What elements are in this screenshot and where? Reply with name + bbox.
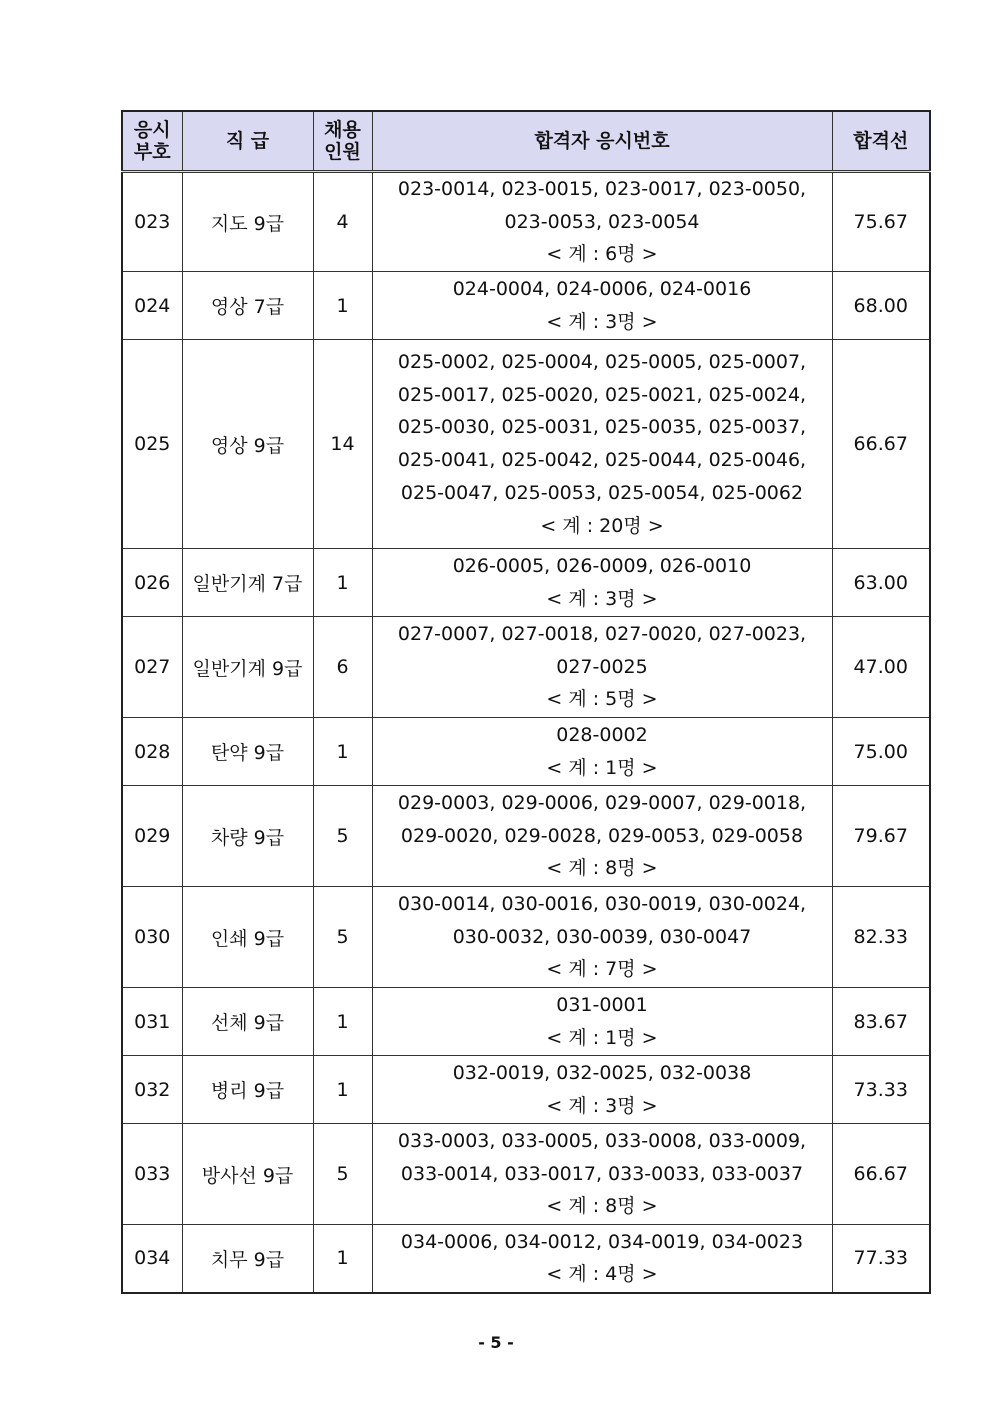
row-cutoff: 66.67 — [832, 1124, 930, 1225]
row-cutoff: 73.33 — [832, 1056, 930, 1124]
row-grade: 인쇄 9급 — [182, 887, 313, 988]
row-total: < 계 : 5명 > — [546, 688, 658, 711]
row-code: 026 — [122, 549, 182, 617]
header-cutoff: 합격선 — [832, 111, 930, 172]
table-row — [122, 718, 930, 786]
row-grade: 일반기계 9급 — [182, 617, 313, 718]
row-total: < 계 : 3명 > — [546, 1094, 658, 1117]
applicant-number-line: 026-0005, 026-0009, 026-0010 — [452, 554, 752, 577]
applicant-number-line: 031-0001 — [556, 993, 648, 1016]
table-row — [122, 1124, 930, 1225]
row-hires: 1 — [313, 549, 372, 617]
row-cutoff: 66.67 — [832, 340, 930, 549]
row-applicant-numbers — [372, 1056, 832, 1124]
table-row — [122, 272, 930, 340]
applicant-number-line: 025-0030, 025-0031, 025-0035, 025-0037, — [397, 416, 807, 439]
results-table — [121, 110, 931, 1294]
row-hires: 1 — [313, 1056, 372, 1124]
row-code: 023 — [122, 172, 182, 272]
row-code: 033 — [122, 1124, 182, 1225]
row-applicant-numbers — [372, 272, 832, 340]
row-hires: 5 — [313, 1124, 372, 1225]
row-code: 032 — [122, 1056, 182, 1124]
row-hires: 1 — [313, 272, 372, 340]
row-hires: 4 — [313, 172, 372, 272]
row-grade: 영상 9급 — [182, 340, 313, 549]
table-row — [122, 617, 930, 718]
row-total: < 계 : 4명 > — [546, 1263, 658, 1286]
row-total: < 계 : 1명 > — [546, 1026, 658, 1049]
header-row — [122, 111, 930, 172]
row-cutoff: 63.00 — [832, 549, 930, 617]
table-row — [122, 887, 930, 988]
row-grade: 지도 9급 — [182, 172, 313, 272]
row-cutoff: 47.00 — [832, 617, 930, 718]
table-row — [122, 172, 930, 272]
applicant-number-line: 025-0047, 025-0053, 025-0054, 025-0062 — [400, 481, 804, 504]
row-code: 034 — [122, 1225, 182, 1293]
table-row — [122, 1225, 930, 1293]
applicant-number-line: 030-0032, 030-0039, 030-0047 — [452, 925, 752, 948]
applicant-number-line: 032-0019, 032-0025, 032-0038 — [452, 1061, 752, 1084]
header-hires: 채용 인원 — [313, 111, 372, 172]
row-total: < 계 : 8명 > — [546, 1195, 658, 1218]
applicant-number-line: 029-0003, 029-0006, 029-0007, 029-0018, — [397, 792, 807, 815]
row-applicant-numbers — [372, 1124, 832, 1225]
applicant-number-line: 033-0003, 033-0005, 033-0008, 033-0009, — [397, 1130, 807, 1153]
row-total: < 계 : 8명 > — [546, 857, 658, 880]
header-code: 응시 부호 — [122, 111, 182, 172]
row-cutoff: 82.33 — [832, 887, 930, 988]
row-grade: 치무 9급 — [182, 1225, 313, 1293]
row-applicant-numbers — [372, 340, 832, 549]
applicant-number-line: 033-0014, 033-0017, 033-0033, 033-0037 — [400, 1162, 804, 1185]
row-code: 030 — [122, 887, 182, 988]
row-cutoff: 75.67 — [832, 172, 930, 272]
row-applicant-numbers — [372, 549, 832, 617]
row-total: < 계 : 3명 > — [546, 310, 658, 333]
row-grade: 차량 9급 — [182, 786, 313, 887]
row-hires: 6 — [313, 617, 372, 718]
table-row — [122, 1056, 930, 1124]
applicant-number-line: 034-0006, 034-0012, 034-0019, 034-0023 — [400, 1230, 804, 1253]
row-code: 029 — [122, 786, 182, 887]
row-grade: 선체 9급 — [182, 988, 313, 1056]
row-cutoff: 75.00 — [832, 718, 930, 786]
row-total: < 계 : 20명 > — [540, 514, 664, 537]
row-grade: 탄약 9급 — [182, 718, 313, 786]
row-grade: 일반기계 7급 — [182, 549, 313, 617]
table-body — [122, 172, 930, 1293]
applicant-number-line: 028-0002 — [556, 723, 648, 746]
row-code: 028 — [122, 718, 182, 786]
row-code: 024 — [122, 272, 182, 340]
row-hires: 14 — [313, 340, 372, 549]
table-row — [122, 786, 930, 887]
row-total: < 계 : 3명 > — [546, 587, 658, 610]
header-grade: 직 급 — [182, 111, 313, 172]
row-total: < 계 : 7명 > — [546, 958, 658, 981]
row-applicant-numbers — [372, 988, 832, 1056]
row-applicant-numbers — [372, 617, 832, 718]
applicant-number-line: 029-0020, 029-0028, 029-0053, 029-0058 — [400, 824, 804, 847]
applicant-number-line: 023-0053, 023-0054 — [504, 210, 700, 233]
table-row — [122, 340, 930, 549]
row-total: < 계 : 6명 > — [546, 243, 658, 266]
row-hires: 1 — [313, 718, 372, 786]
row-cutoff: 79.67 — [832, 786, 930, 887]
row-cutoff: 77.33 — [832, 1225, 930, 1293]
applicant-number-line: 025-0041, 025-0042, 025-0044, 025-0046, — [397, 449, 807, 472]
row-code: 025 — [122, 340, 182, 549]
row-hires: 5 — [313, 887, 372, 988]
row-grade: 방사선 9급 — [182, 1124, 313, 1225]
applicant-number-line: 025-0017, 025-0020, 025-0021, 025-0024, — [397, 383, 807, 406]
header-numbers: 합격자 응시번호 — [372, 111, 832, 172]
row-applicant-numbers — [372, 887, 832, 988]
applicant-number-line: 023-0014, 023-0015, 023-0017, 023-0050, — [397, 178, 807, 200]
row-hires: 1 — [313, 988, 372, 1056]
row-hires: 5 — [313, 786, 372, 887]
applicant-number-line: 027-0007, 027-0018, 027-0020, 027-0023, — [397, 623, 807, 646]
row-total: < 계 : 1명 > — [546, 756, 658, 779]
applicant-number-line: 030-0014, 030-0016, 030-0019, 030-0024, — [397, 893, 807, 916]
row-grade: 병리 9급 — [182, 1056, 313, 1124]
row-code: 031 — [122, 988, 182, 1056]
table-header — [122, 111, 930, 172]
table-row — [122, 549, 930, 617]
applicant-number-line: 027-0025 — [556, 655, 648, 678]
row-grade: 영상 7급 — [182, 272, 313, 340]
row-cutoff: 83.67 — [832, 988, 930, 1056]
applicant-number-line: 024-0004, 024-0006, 024-0016 — [452, 277, 752, 300]
row-applicant-numbers — [372, 786, 832, 887]
page-number: - 5 - — [478, 1333, 514, 1352]
row-code: 027 — [122, 617, 182, 718]
table-row — [122, 988, 930, 1056]
row-cutoff: 68.00 — [832, 272, 930, 340]
row-applicant-numbers — [372, 718, 832, 786]
applicant-number-line: 025-0002, 025-0004, 025-0005, 025-0007, — [397, 351, 807, 373]
row-applicant-numbers — [372, 1225, 832, 1293]
row-applicant-numbers — [372, 172, 832, 272]
row-hires: 1 — [313, 1225, 372, 1293]
